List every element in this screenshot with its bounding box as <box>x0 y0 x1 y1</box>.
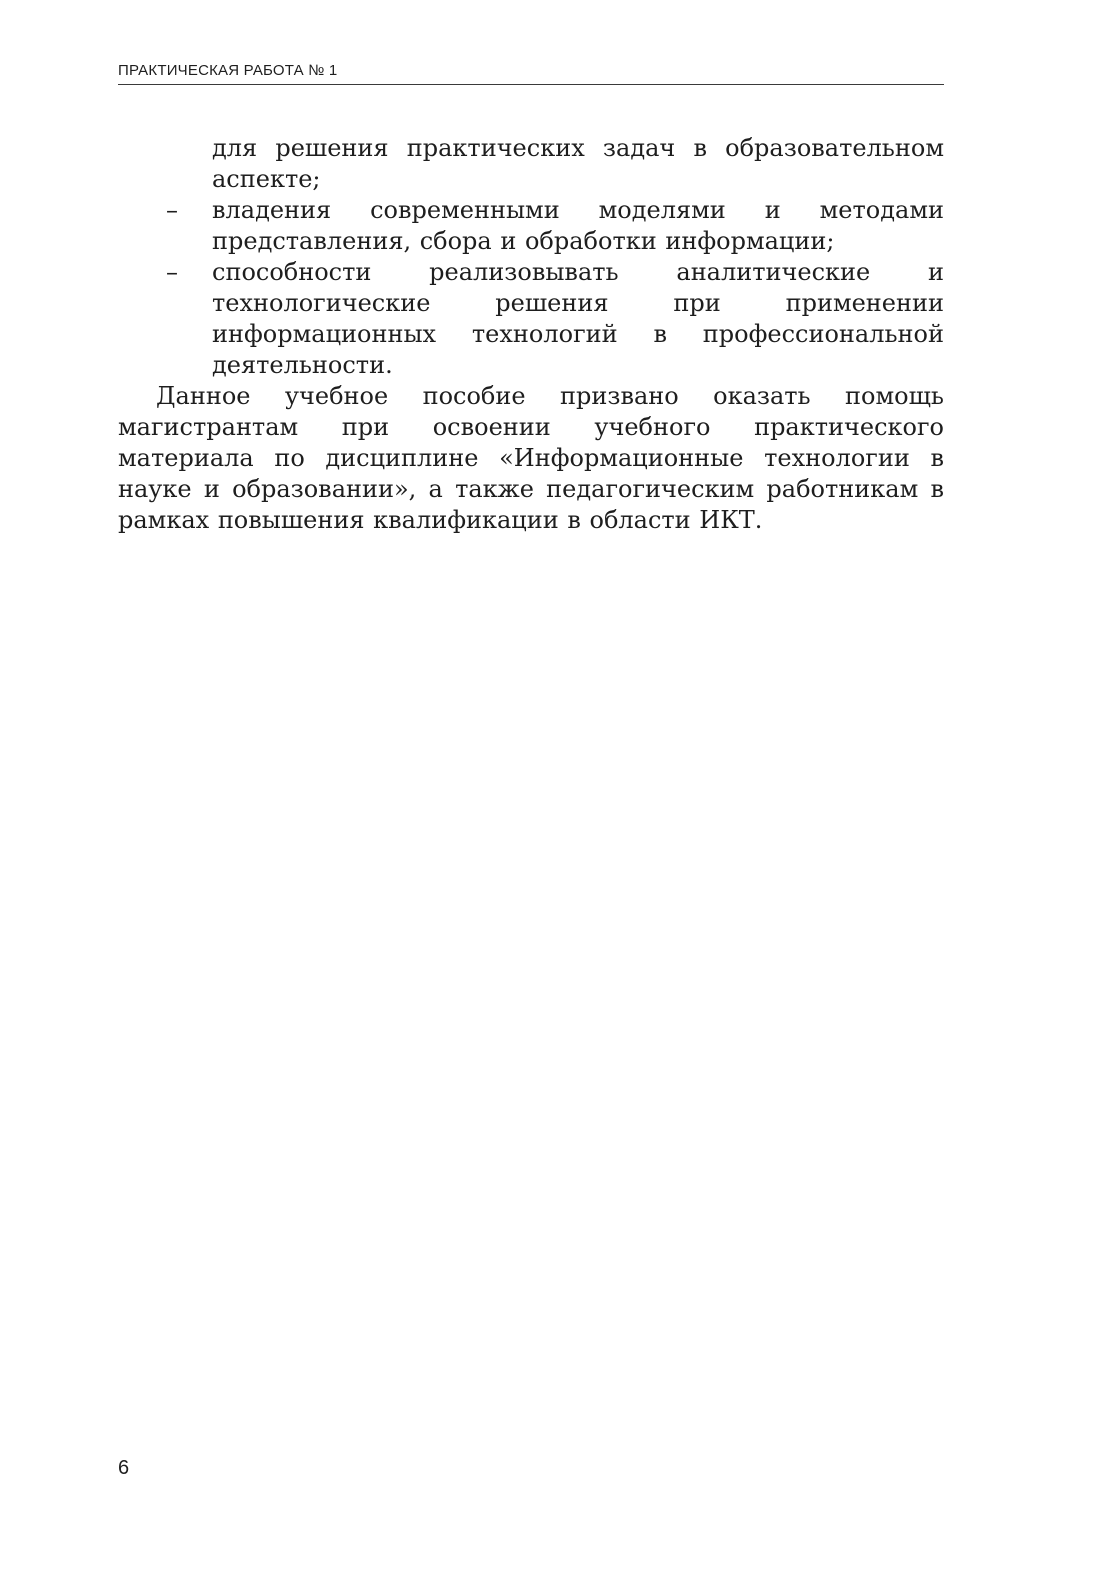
running-head: ПРАКТИЧЕСКАЯ РАБОТА № 1 <box>118 62 944 85</box>
list-item-continuation <box>118 133 944 195</box>
dash-bullet: – <box>166 258 178 286</box>
list-item-text: владения современными моделями и методами представления, сбора и обработки информации; <box>212 196 944 255</box>
body-paragraph: Данное учебное пособие призвано оказать помощь магистрантам при освоении учебного практического материала по дисциплине «Информационные технологии в науке и образовании», а также педагогическим работникам в рамках повышения квалификации в области ИКТ. <box>118 382 944 534</box>
list-item <box>118 195 944 257</box>
list-item-text: для решения практических задач в образовательном аспекте; <box>212 134 944 193</box>
body-text <box>118 133 944 536</box>
list-item <box>118 257 944 381</box>
page-number: 6 <box>118 1457 130 1479</box>
list-item-text: способности реализовывать аналитические и технологические решения при применении информационных технологий в профессиональной деятельности. <box>212 258 944 379</box>
dash-bullet: – <box>166 196 178 224</box>
